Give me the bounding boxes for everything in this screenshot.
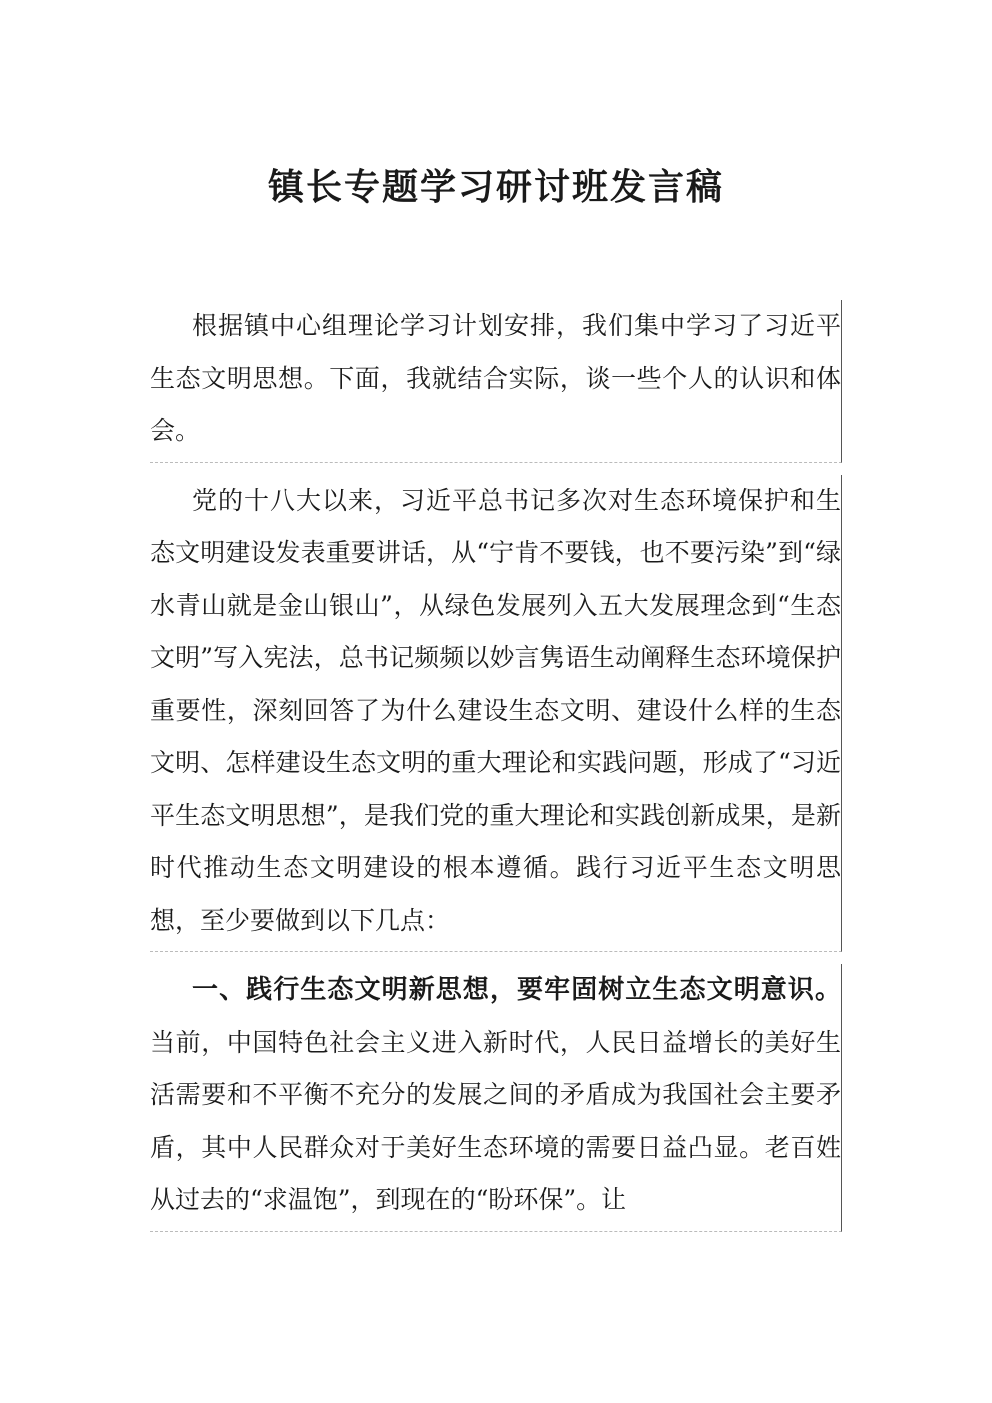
document-body [150,300,842,1244]
paragraph-intro [150,300,842,463]
paragraph-point-one [150,964,842,1232]
section-heading: 一、践行生态文明新思想，要牢固树立生态文明意识。 [192,975,841,1005]
document-title: 镇长专题学习研讨班发言稿 [267,166,724,208]
paragraph-text: 党的十八大以来，习近平总书记多次对生态环境保护和生态文明建设发表重要讲话，从“宁肯不要钱，也不要污染”到“绿水青山就是金山银山”，从绿色发展列入五大发展理念到“生态文明”写入宪法，总书记频频以妙言隽语生动阐释生态环境保护重要性，深刻回答了为什么建设生态文明、建设什么样的生态文明、怎样建设生态文明的重大理论和实践问题，形成了“习近平生态文明思想”，是我们党的重大理论和实践创新成果，是新时代推动生态文明建设的根本遵循。践行习近平生态文明思想，至少要做到以下几点： [150,485,841,935]
paragraph-text: 当前，中国特色社会主义进入新时代，人民日益增长的美好生活需要和不平衡不充分的发展之间的矛盾成为我国社会主要矛盾，其中人民群众对于美好生态环境的需要日益凸显。老百姓从过去的“求温饱”，到现在的“盼环保”。让 [150,1027,841,1214]
paragraph-text: 根据镇中心组理论学习计划安排，我们集中学习了习近平生态文明思想。下面，我就结合实际，谈一些个人的认识和体会。 [150,311,841,445]
paragraph-background [150,475,842,953]
